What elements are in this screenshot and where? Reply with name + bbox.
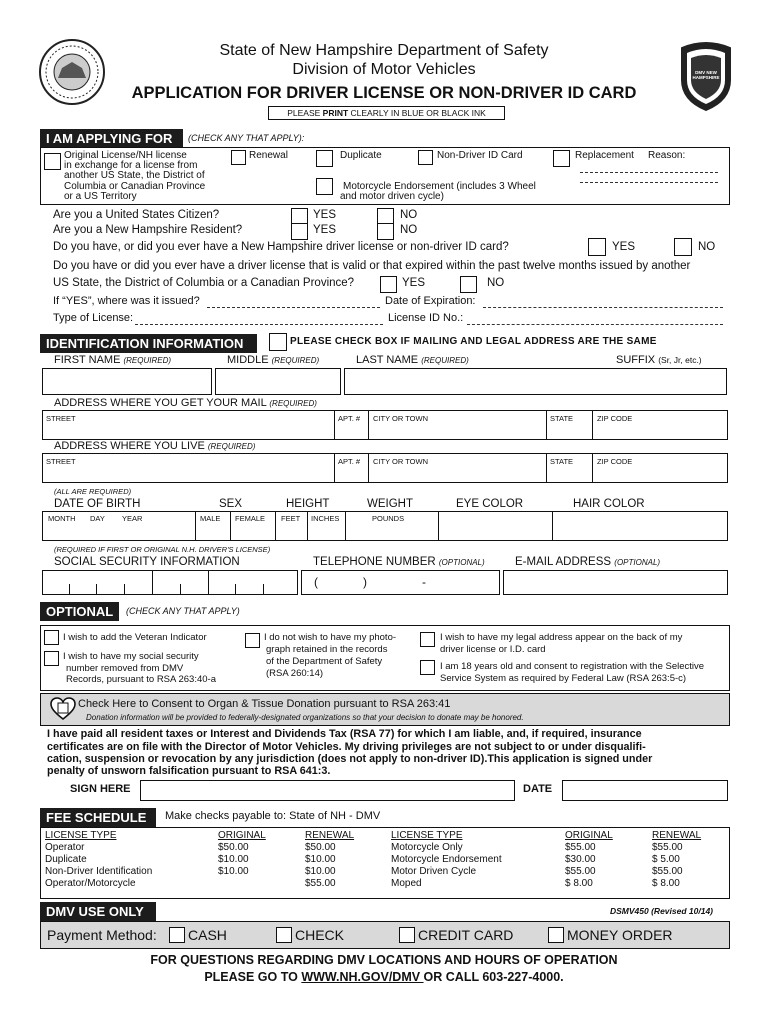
year-label: YEAR	[122, 514, 143, 523]
fee-row-original: $50.00	[218, 842, 249, 853]
suffix-note: (Sr, Jr, etc.)	[658, 355, 702, 365]
payment-label: Payment Method:	[47, 927, 157, 943]
checkbox-renewal[interactable]	[231, 150, 246, 165]
dob-label: DATE OF BIRTH	[54, 498, 141, 510]
dmv-heading: DMV USE ONLY	[40, 902, 156, 921]
fee-row-original: $10.00	[218, 854, 249, 865]
fee-left-col-type: LICENSE TYPE	[45, 830, 117, 841]
fee-row-renewal: $10.00	[305, 866, 336, 877]
mail-divider-2	[368, 410, 369, 440]
pounds-label: POUNDS	[372, 514, 405, 523]
header-line1: State of New Hampshire Department of Safety	[219, 42, 549, 59]
other-license-yes-checkbox[interactable]	[380, 276, 397, 293]
mail-address-label	[54, 397, 317, 409]
print-note-c: CLEARLY IN BLUE OR BLACK INK	[348, 108, 486, 118]
pd-divider-5	[345, 511, 346, 541]
nh-license-yes-label: YES	[612, 241, 636, 253]
cert-line3: cation, suspension or revocation by any jurisdiction (does not apply to non-driver ID).This application is signed under	[47, 753, 653, 765]
hair-label: HAIR COLOR	[573, 498, 645, 510]
mail-city-label: CITY OR TOWN	[373, 414, 429, 423]
day-label: DAY	[90, 514, 105, 523]
fee-row-renewal: $ 8.00	[652, 878, 680, 889]
opt-moto-1: Motorcycle Endorsement (includes 3 Wheel	[343, 181, 536, 192]
selective-service-checkbox[interactable]	[420, 660, 435, 675]
resident-yes-checkbox[interactable]	[291, 223, 308, 240]
live-divider-2	[368, 453, 369, 483]
fee-row-original: $ 8.00	[565, 878, 593, 889]
reason-line-1[interactable]	[580, 172, 718, 173]
fee-left-col-renewal: RENEWAL	[305, 830, 355, 841]
live-divider-3	[546, 453, 547, 483]
first-name-text: FIRST NAME	[54, 354, 121, 366]
fee-row-type: Motor Driven Cycle	[391, 866, 477, 877]
phone-dash: -	[422, 575, 426, 589]
cert-line2: certificates are on file with the Director of Motor Vehicles. My driving privileges are not subject to or under disqualifi-	[47, 741, 646, 753]
phone-text: TELEPHONE NUMBER	[313, 556, 436, 568]
ssn-divider-4	[152, 570, 153, 595]
date-input[interactable]	[562, 780, 728, 801]
fee-left-col-original: ORIGINAL	[218, 830, 266, 841]
ssn-divider-3	[124, 584, 125, 595]
q-citizen: Are you a United States Citizen?	[53, 209, 220, 221]
checkbox-duplicate[interactable]	[316, 150, 333, 167]
q-other-1: Do you have or did you ever have a driver license that is valid or that expired within the past twelve months issued by another	[53, 260, 691, 272]
type-license-label: Type of License:	[53, 312, 134, 324]
last-name-text: LAST NAME	[356, 354, 419, 366]
middle-input[interactable]	[215, 368, 341, 395]
print-note-b: PRINT	[322, 108, 349, 118]
opt-reason: Reason:	[648, 150, 686, 161]
mail-address-text: ADDRESS WHERE YOU GET YOUR MAIL	[54, 397, 267, 409]
opt-original-1: Original License/NH license	[64, 150, 187, 161]
mail-zip-label: ZIP CODE	[597, 414, 633, 423]
email-label	[515, 556, 660, 568]
resident-no-checkbox[interactable]	[377, 223, 394, 240]
mail-street-label: STREET	[46, 414, 76, 423]
pd-divider-7	[552, 511, 553, 541]
selective-2: Service System as required by Federal Law (RSA 263:5-c)	[440, 673, 687, 684]
checkbox-motorcycle[interactable]	[316, 178, 333, 195]
photo-3: of the Department of Safety	[266, 656, 383, 667]
same-address-checkbox[interactable]	[269, 333, 287, 351]
cert-line4: penalty of unsworn falsification pursuant to RSA 641:3.	[47, 765, 331, 777]
phone-optional: (OPTIONAL)	[438, 558, 485, 567]
fee-row-type: Operator	[45, 842, 85, 853]
other-license-no-label: NO	[487, 277, 505, 289]
sign-here-label: SIGN HERE	[70, 783, 131, 795]
credit-card-label: CREDIT CARD	[418, 927, 514, 943]
date-expiration-label: Date of Expiration:	[385, 295, 476, 307]
ssn-divider-1	[69, 584, 70, 595]
badge-text: DMV NEW HAMPSHIRE	[692, 70, 720, 80]
other-license-yes-label: YES	[402, 277, 426, 289]
height-label: HEIGHT	[286, 498, 330, 510]
optional-heading: OPTIONAL	[40, 602, 119, 621]
legal-1: I wish to have my legal address appear on the back of my	[440, 632, 683, 643]
ssn-remove-3: Records, pursuant to RSA 263:40-a	[66, 674, 216, 685]
first-name-input[interactable]	[42, 368, 212, 395]
photo-2: graph retained in the records	[266, 644, 388, 655]
email-optional: (OPTIONAL)	[614, 558, 661, 567]
ssn-remove-1: I wish to have my social security	[63, 651, 199, 662]
fee-row-original: $10.00	[218, 866, 249, 877]
first-name-label	[54, 354, 171, 366]
date-expiration-field[interactable]	[483, 307, 723, 308]
reason-line-2[interactable]	[580, 182, 718, 183]
phone-input[interactable]	[301, 570, 500, 595]
checkbox-original[interactable]	[44, 153, 61, 170]
month-label: MONTH	[48, 514, 76, 523]
email-text: E-MAIL ADDRESS	[515, 556, 612, 568]
phone-label	[313, 556, 485, 568]
pd-divider-3	[275, 511, 276, 541]
ssn-divider-2	[96, 584, 97, 595]
ssn-input[interactable]	[42, 570, 298, 595]
live-address-required: (REQUIRED)	[207, 442, 256, 451]
mail-divider-3	[546, 410, 547, 440]
cert-line1: I have paid all resident taxes or Interest and Dividends Tax (RSA 77) for which I am liable, and, if required, insurance	[47, 728, 642, 740]
header-line2: Division of Motor Vehicles	[292, 61, 476, 78]
citizen-yes-label: YES	[313, 209, 337, 221]
nh-license-no-checkbox[interactable]	[674, 238, 692, 256]
live-street-label: STREET	[46, 457, 76, 466]
fee-row-renewal: $ 5.00	[652, 854, 680, 865]
organ-label: Check Here to Consent to Organ & Tissue Donation pursuant to RSA 263:41	[78, 698, 451, 710]
mail-divider-4	[592, 410, 593, 440]
fee-row-renewal: $55.00	[652, 866, 683, 877]
mail-apt-label: APT. #	[338, 414, 361, 423]
form-id: DSMV450 (Revised 10/14)	[610, 906, 713, 916]
nh-license-no-label: NO	[698, 241, 716, 253]
last-name-input[interactable]	[344, 368, 727, 395]
mail-divider-1	[334, 410, 335, 440]
footer-line2a: PLEASE GO TO	[204, 970, 302, 984]
opt-original-5: or a US Territory	[64, 191, 137, 202]
opt-replacement: Replacement	[575, 150, 634, 161]
license-id-field[interactable]	[467, 324, 723, 325]
fee-heading: FEE SCHEDULE	[40, 808, 156, 827]
fee-row-type: Duplicate	[45, 854, 87, 865]
pd-divider-6	[438, 511, 439, 541]
fee-box	[40, 827, 730, 899]
ssn-label: SOCIAL SECURITY INFORMATION	[54, 556, 240, 568]
middle-required: (REQUIRED)	[271, 356, 320, 365]
opt-original-2: in exchange for a license from	[64, 160, 198, 171]
fee-row-type: Motorcycle Endorsement	[391, 854, 502, 865]
opt-duplicate: Duplicate	[340, 150, 382, 161]
fee-row-original: $55.00	[565, 866, 596, 877]
check-checkbox[interactable]	[276, 927, 292, 943]
footer-line1: FOR QUESTIONS REGARDING DMV LOCATIONS AND HOURS OF OPERATION	[150, 953, 618, 967]
cash-label: CASH	[188, 927, 227, 943]
resident-no-label: NO	[400, 224, 418, 236]
fee-row-type: Moped	[391, 878, 422, 889]
nh-license-yes-checkbox[interactable]	[588, 238, 606, 256]
credit-card-checkbox[interactable]	[399, 927, 415, 943]
q-nh-license: Do you have, or did you ever have a New Hampshire driver license or non-driver ID card?	[53, 241, 509, 253]
form-title: APPLICATION FOR DRIVER LICENSE OR NON-DRIVER ID CARD	[131, 84, 637, 102]
live-address-text: ADDRESS WHERE YOU LIVE	[54, 440, 205, 452]
dmv-website-link[interactable]: WWW.NH.GOV/DMV	[301, 970, 424, 984]
fee-payable: Make checks payable to: State of NH - DMV	[165, 810, 381, 822]
ssn-divider-8	[263, 584, 264, 595]
other-license-no-checkbox[interactable]	[460, 276, 477, 293]
live-divider-1	[334, 453, 335, 483]
suffix-text: SUFFIX	[616, 354, 656, 366]
fee-row-renewal: $10.00	[305, 854, 336, 865]
live-address-label	[54, 440, 255, 452]
fee-row-type: Operator/Motorcycle	[45, 878, 136, 889]
photo-4: (RSA 260:14)	[266, 668, 324, 679]
applying-note: (CHECK ANY THAT APPLY):	[188, 133, 305, 143]
all-required-note: (ALL ARE REQUIRED)	[54, 487, 132, 496]
mail-address-required: (REQUIRED)	[269, 399, 317, 408]
mail-state-label: STATE	[550, 414, 574, 423]
legal-address-checkbox[interactable]	[420, 632, 435, 647]
phone-open: (	[314, 575, 318, 589]
fee-row-renewal: $55.00	[652, 842, 683, 853]
resident-yes-label: YES	[313, 224, 337, 236]
ssn-divider-7	[235, 584, 236, 595]
print-note	[268, 106, 505, 120]
weight-label: WEIGHT	[367, 498, 413, 510]
pd-divider-4	[307, 511, 308, 541]
fee-row-renewal: $50.00	[305, 842, 336, 853]
sex-label: SEX	[219, 498, 243, 510]
cash-checkbox[interactable]	[169, 927, 185, 943]
organ-note: Donation information will be provided to federally-designated organizations so that your decision to donate may be honored.	[86, 713, 524, 722]
male-label: MALE	[200, 514, 221, 523]
live-zip-label: ZIP CODE	[597, 457, 633, 466]
fee-row-type: Motorcycle Only	[391, 842, 463, 853]
applying-heading: I AM APPLYING FOR	[40, 129, 183, 148]
opt-moto-2: and motor driven cycle)	[340, 191, 444, 202]
same-address-label: PLEASE CHECK BOX IF MAILING AND LEGAL ADDRESS ARE THE SAME	[290, 336, 657, 347]
ssn-remove-checkbox[interactable]	[44, 651, 59, 666]
female-label: FEMALE	[235, 514, 266, 523]
legal-2: driver license or I.D. card	[440, 644, 546, 655]
citizen-no-label: NO	[400, 209, 418, 221]
heart-checkbox-icon[interactable]	[50, 697, 76, 721]
print-note-a: PLEASE	[287, 108, 323, 118]
fee-row-type: Non-Driver Identification	[45, 866, 153, 877]
pd-divider-2	[230, 511, 231, 541]
suffix-label	[616, 354, 702, 366]
footer-line2c: OR CALL 603-227-4000.	[423, 970, 564, 984]
checkbox-replacement[interactable]	[553, 150, 570, 167]
where-issued-field[interactable]	[207, 307, 380, 308]
ssn-divider-5	[180, 584, 181, 595]
live-apt-label: APT. #	[338, 457, 361, 466]
license-id-label: License ID No.:	[388, 312, 464, 324]
type-license-field[interactable]	[135, 324, 383, 325]
ssn-note: (REQUIRED IF FIRST OR ORIGINAL N.H. DRIVER'S LICENSE)	[54, 545, 271, 554]
eye-label: EYE COLOR	[456, 498, 524, 510]
selective-1: I am 18 years old and consent to registration with the Selective	[440, 661, 705, 672]
feet-label: FEET	[281, 514, 301, 523]
live-divider-4	[592, 453, 593, 483]
opt-original-3: another US State, the District of	[64, 170, 205, 181]
fee-row-renewal: $55.00	[305, 878, 336, 889]
footer-line2	[0, 970, 768, 984]
opt-nondriver: Non-Driver ID Card	[437, 150, 523, 161]
photo-checkbox[interactable]	[245, 633, 260, 648]
fee-right-col-renewal: RENEWAL	[652, 830, 702, 841]
q-other-2: US State, the District of Columbia or a Canadian Province?	[53, 277, 355, 289]
money-order-checkbox[interactable]	[548, 927, 564, 943]
ssn-remove-2: number removed from DMV	[66, 663, 184, 674]
photo-1: I do not wish to have my photo-	[264, 632, 397, 643]
last-name-required: (REQUIRED)	[421, 356, 469, 365]
middle-text: MIDDLE	[227, 354, 269, 366]
live-state-label: STATE	[550, 457, 574, 466]
ssn-divider-6	[208, 570, 209, 595]
email-input[interactable]	[503, 570, 728, 595]
fee-right-col-original: ORIGINAL	[565, 830, 613, 841]
identification-heading: IDENTIFICATION INFORMATION	[40, 334, 257, 353]
inches-label: INCHES	[311, 514, 340, 523]
fee-row-original: $55.00	[565, 842, 596, 853]
fee-right-col-type: LICENSE TYPE	[391, 830, 463, 841]
checkbox-nondriver[interactable]	[418, 150, 433, 165]
veteran-checkbox[interactable]	[44, 630, 59, 645]
pd-divider-1	[195, 511, 196, 541]
signature-input[interactable]	[140, 780, 515, 801]
opt-renewal: Renewal	[249, 150, 288, 161]
optional-note: (CHECK ANY THAT APPLY)	[126, 606, 240, 616]
fee-row-original: $30.00	[565, 854, 596, 865]
first-name-required: (REQUIRED)	[123, 356, 172, 365]
q-resident: Are you a New Hampshire Resident?	[53, 224, 243, 236]
money-order-label: MONEY ORDER	[567, 927, 673, 943]
phone-close: )	[363, 575, 367, 589]
where-issued-label: If “YES”, where was it issued?	[53, 295, 200, 307]
last-name-label	[356, 354, 469, 366]
date-label: DATE	[523, 783, 553, 795]
veteran-label: I wish to add the Veteran Indicator	[63, 632, 207, 643]
opt-original-4: Columbia or Canadian Province	[64, 181, 206, 192]
live-city-label: CITY OR TOWN	[373, 457, 429, 466]
middle-label	[227, 354, 319, 366]
check-label: CHECK	[295, 927, 345, 943]
